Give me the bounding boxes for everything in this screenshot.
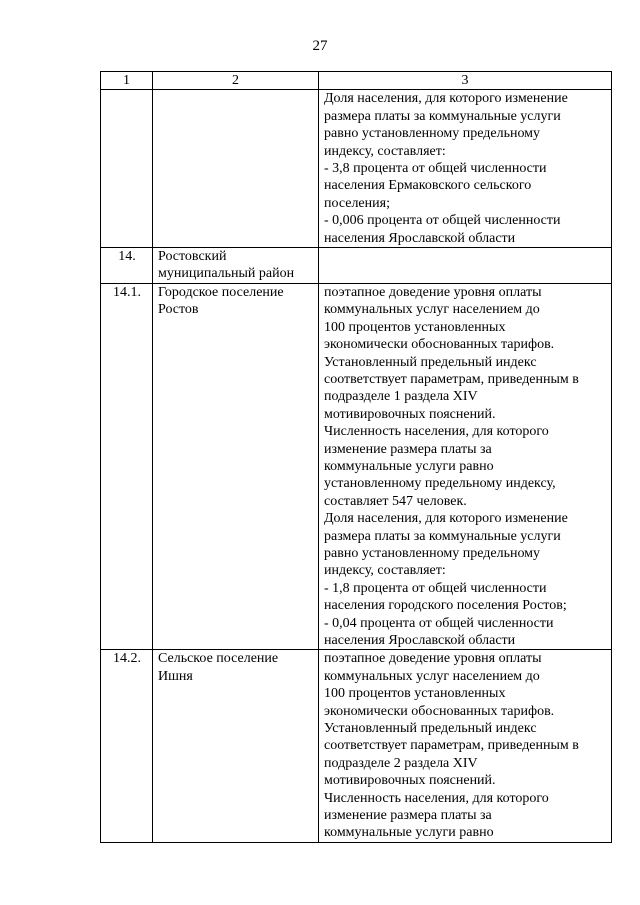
description-line: 100 процентов установленных — [324, 686, 506, 702]
table-header-row — [101, 72, 612, 90]
description-line: соответствует параметрам, приведенным в — [324, 371, 579, 387]
description-line: коммунальных услуг населением до — [324, 302, 540, 318]
description-line: поэтапное доведение уровня оплаты — [324, 284, 542, 300]
description-line: Установленный предельный индекс — [324, 354, 537, 370]
description-line: изменение размера платы за — [324, 808, 492, 824]
table-row — [101, 650, 612, 842]
description-line: соответствует параметрам, приведенным в — [324, 738, 579, 754]
description-line: коммунальные услуги равно — [324, 825, 494, 841]
territory-name-line: Ишня — [158, 668, 193, 684]
territory-name-cell — [153, 650, 319, 842]
description-line: - 0,006 процента от общей численности — [324, 213, 561, 229]
column-header: 3 — [319, 72, 612, 90]
description-line: населения Ермаковского сельского — [324, 178, 532, 194]
description-cell — [319, 283, 612, 650]
row-number-cell: 14.2. — [101, 650, 153, 842]
description-line: мотивировочных пояснений. — [324, 406, 496, 422]
description-line: экономически обоснованных тарифов. — [324, 337, 555, 353]
description-line: равно установленному предельному — [324, 545, 541, 561]
description-line: размера платы за коммунальные услуги — [324, 528, 561, 544]
description-line: населения городского поселения Ростов; — [324, 598, 567, 614]
description-line: населения Ярославской области — [324, 633, 516, 648]
territory-name-line: Сельское поселение — [158, 651, 279, 667]
description-line: подразделе 2 раздела XIV — [324, 755, 478, 771]
territory-name-cell — [153, 283, 319, 650]
table-row — [101, 283, 612, 650]
column-header: 2 — [153, 72, 319, 90]
row-number-cell: 14. — [101, 248, 153, 284]
description-line: Установленный предельный индекс — [324, 721, 537, 737]
description-line: населения Ярославской области — [324, 230, 516, 246]
description-line: Численность населения, для которого — [324, 790, 549, 806]
description-line: поэтапное доведение уровня оплаты — [324, 651, 542, 667]
territory-name-cell — [153, 248, 319, 284]
description-line: изменение размера платы за — [324, 441, 492, 457]
territory-name-line: Ростов — [158, 302, 199, 318]
territory-name-cell — [153, 90, 319, 248]
territory-name-line: Городское поселение — [158, 284, 284, 300]
row-number-cell — [101, 90, 153, 248]
table-row — [101, 248, 612, 284]
description-line: равно установленному предельному — [324, 126, 541, 142]
description-line: Доля населения, для которого изменение — [324, 511, 568, 527]
description-line: экономически обоснованных тарифов. — [324, 703, 555, 719]
row-number-cell: 14.1. — [101, 283, 153, 650]
description-line: - 0,04 процента от общей численности — [324, 615, 554, 631]
table-row — [101, 90, 612, 248]
description-line: установленному предельному индексу, — [324, 476, 556, 492]
description-line: индексу, составляет: — [324, 143, 446, 159]
description-line: Доля населения, для которого изменение — [324, 91, 568, 107]
table-body — [101, 90, 612, 842]
description-line: размера платы за коммунальные услуги — [324, 108, 561, 124]
description-line: 100 процентов установленных — [324, 319, 506, 335]
description-line: - 1,8 процента от общей численности — [324, 580, 547, 596]
description-line: подразделе 1 раздела XIV — [324, 389, 478, 405]
description-cell — [319, 650, 612, 842]
territory-name-line: Ростовский — [158, 249, 227, 265]
territory-name-line: муниципальный район — [158, 266, 295, 282]
page-number: 27 — [312, 38, 328, 54]
description-cell — [319, 90, 612, 248]
column-header: 1 — [101, 72, 153, 90]
description-line: - 3,8 процента от общей численности — [324, 161, 547, 177]
data-table — [100, 71, 612, 843]
description-line: коммунальных услуг населением до — [324, 668, 540, 684]
description-cell — [319, 248, 612, 284]
description-line: индексу, составляет: — [324, 563, 446, 579]
description-line: поселения; — [324, 195, 390, 211]
description-line: мотивировочных пояснений. — [324, 773, 496, 789]
description-line: коммунальные услуги равно — [324, 458, 494, 474]
description-line: составляет 547 человек. — [324, 493, 467, 509]
description-line: Численность населения, для которого — [324, 424, 549, 440]
